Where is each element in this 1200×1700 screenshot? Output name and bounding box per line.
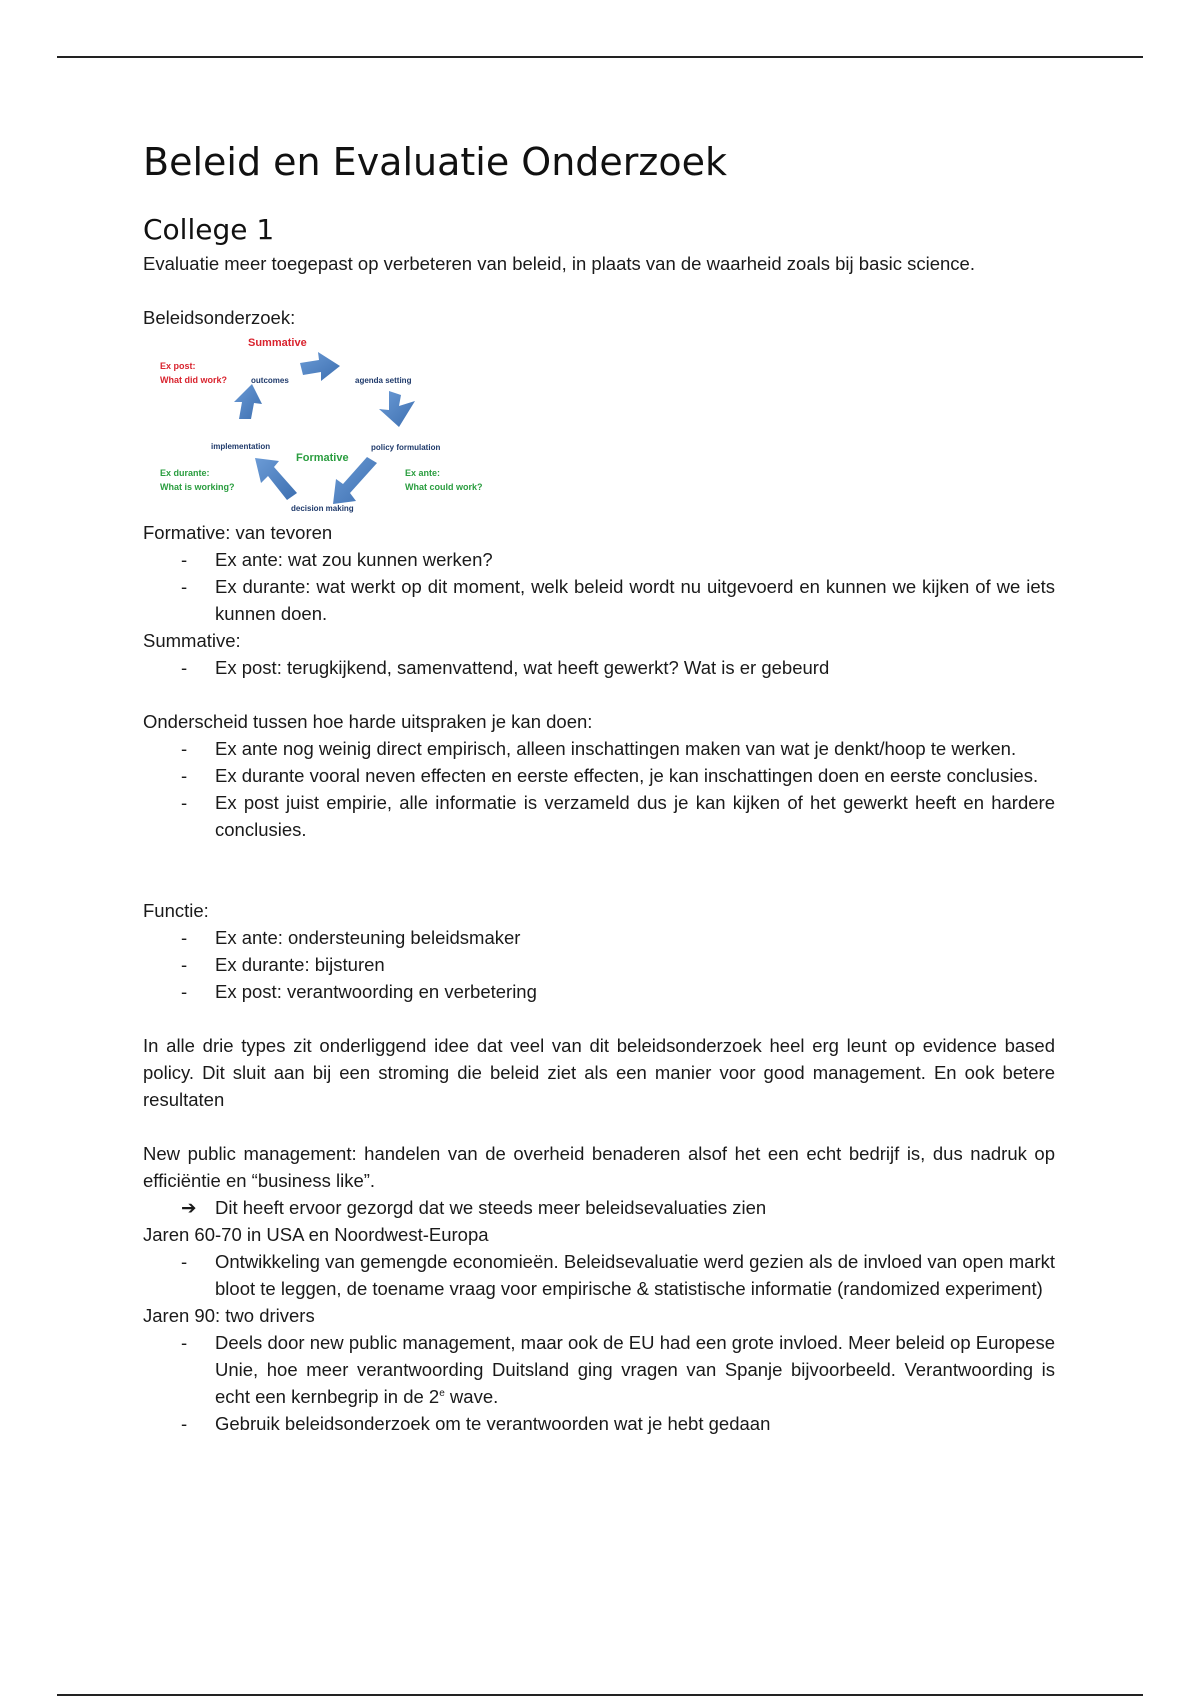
list-item: - Ex durante vooral neven effecten en eerste effecten, je kan inschattingen doen en eerste conclusies. xyxy=(143,762,1055,789)
formative-label-text: Formative: van tevoren xyxy=(143,522,333,543)
list-item: - Ex durante: bijsturen xyxy=(143,951,1055,978)
implementation-label: implementation xyxy=(211,442,271,451)
list-item: - Gebruik beleidsonderzoek om te verantwoorden wat je hebt gedaan xyxy=(143,1410,1055,1437)
exdurante-label-2: What is working? xyxy=(160,482,235,492)
formative-label: Formative xyxy=(296,452,349,464)
onderscheid-label: Onderscheid tussen hoe harde uitspraken je kan doen: xyxy=(143,711,593,732)
formative-list xyxy=(143,546,1055,627)
arrow-down-left-icon xyxy=(333,457,377,504)
jaren-6070-label: Jaren 60-70 in USA en Noordwest-Europa xyxy=(143,1224,489,1245)
list-item: - Ex post: terugkijkend, samenvattend, wat heeft gewerkt? Wat is er gebeurd xyxy=(143,654,1055,681)
functie-label: Functie: xyxy=(143,900,209,921)
jaren-90-label: Jaren 90: two drivers xyxy=(143,1305,315,1326)
arrow-right-icon xyxy=(300,352,340,381)
section-heading-college: College 1 xyxy=(143,213,275,246)
arrow-up-icon xyxy=(234,384,262,419)
document-title: Beleid en Evaluatie Onderzoek xyxy=(143,140,728,184)
list-item: - Ex post: verantwoording en verbetering xyxy=(143,978,1055,1005)
list-item: - Ontwikkeling van gemengde economieën. Beleidsevaluatie werd gezien als de invloed van open markt bloot te leggen, de toename vraag voor empirische & statistische informatie (randomized experiment) xyxy=(143,1248,1055,1302)
intro-paragraph: Evaluatie meer toegepast op verbeteren van beleid, in plaats van de waarheid zoals bij basic science. xyxy=(143,253,975,274)
onderscheid-list xyxy=(143,735,1055,843)
outcomes-label: outcomes xyxy=(251,376,289,385)
list-item: - Ex durante: wat werkt op dit moment, welk beleid wordt nu uitgevoerd en kunnen we kijken of we iets kunnen doen. xyxy=(143,573,1055,627)
superscript-e: e xyxy=(439,1387,445,1399)
right-arrow-icon: ➔ xyxy=(181,1197,197,1218)
arrow-down-right-icon xyxy=(379,391,415,427)
arrow-item-text: Dit heeft ervoor gezorgd dat we steeds meer beleidsevaluaties zien xyxy=(215,1197,767,1218)
npm-arrow-list xyxy=(143,1194,1055,1221)
list-item: - Ex ante: ondersteuning beleidsmaker xyxy=(143,924,1055,951)
jaren-6070-list xyxy=(143,1248,1055,1302)
item-text: Deels door new public management, maar ook de EU had een grote invloed. Meer beleid op Europese Unie, hoe meer verantwoording Duitsland ging vragen van Spanje bijvoorbeeld. Verantwoording is echt een kernbegrip in de 2 xyxy=(215,1332,1055,1407)
policy-cycle-diagram xyxy=(143,333,503,515)
expost-label-1: Ex post: xyxy=(160,361,196,371)
summative-label-text: Summative: xyxy=(143,630,241,651)
document-body xyxy=(143,250,1055,1437)
item-text-end: wave. xyxy=(444,1386,499,1407)
beleidsonderzoek-label: Beleidsonderzoek: xyxy=(143,307,296,328)
exante-label-1: Ex ante: xyxy=(405,468,441,478)
list-item: - Ex post juist empirie, alle informatie is verzameld dus je kan kijken of het gewerkt heeft en hardere conclusies. xyxy=(143,789,1055,843)
evidence-paragraph: In alle drie types zit onderliggend idee dat veel van dit beleidsonderzoek heel erg leunt op evidence based policy. Dit sluit aan bij een stroming die beleid ziet als een manier voor good management. En ook betere resultaten xyxy=(143,1035,1055,1110)
list-item xyxy=(143,1329,1055,1410)
jaren-90-list xyxy=(143,1329,1055,1437)
list-item xyxy=(143,1194,1055,1221)
arrow-up-left-icon xyxy=(255,458,297,500)
policy-formulation-label: policy formulation xyxy=(371,443,441,452)
list-item: - Ex ante: wat zou kunnen werken? xyxy=(143,546,1055,573)
exdurante-label-1: Ex durante: xyxy=(160,468,210,478)
functie-list xyxy=(143,924,1055,1005)
npm-paragraph: New public management: handelen van de overheid benaderen alsof het een echt bedrijf is, dus nadruk op efficiëntie en “business like”. xyxy=(143,1143,1055,1191)
list-item: - Ex ante nog weinig direct empirisch, alleen inschattingen maken van wat je denkt/hoop te werken. xyxy=(143,735,1055,762)
footer-rule xyxy=(57,1694,1143,1696)
expost-label-2: What did work? xyxy=(160,375,227,385)
header-rule xyxy=(57,56,1143,58)
summative-label: Summative xyxy=(248,337,307,349)
decision-making-label: decision making xyxy=(291,504,354,513)
agenda-setting-label: agenda setting xyxy=(355,376,412,385)
summative-list xyxy=(143,654,1055,681)
exante-label-2: What could work? xyxy=(405,482,483,492)
